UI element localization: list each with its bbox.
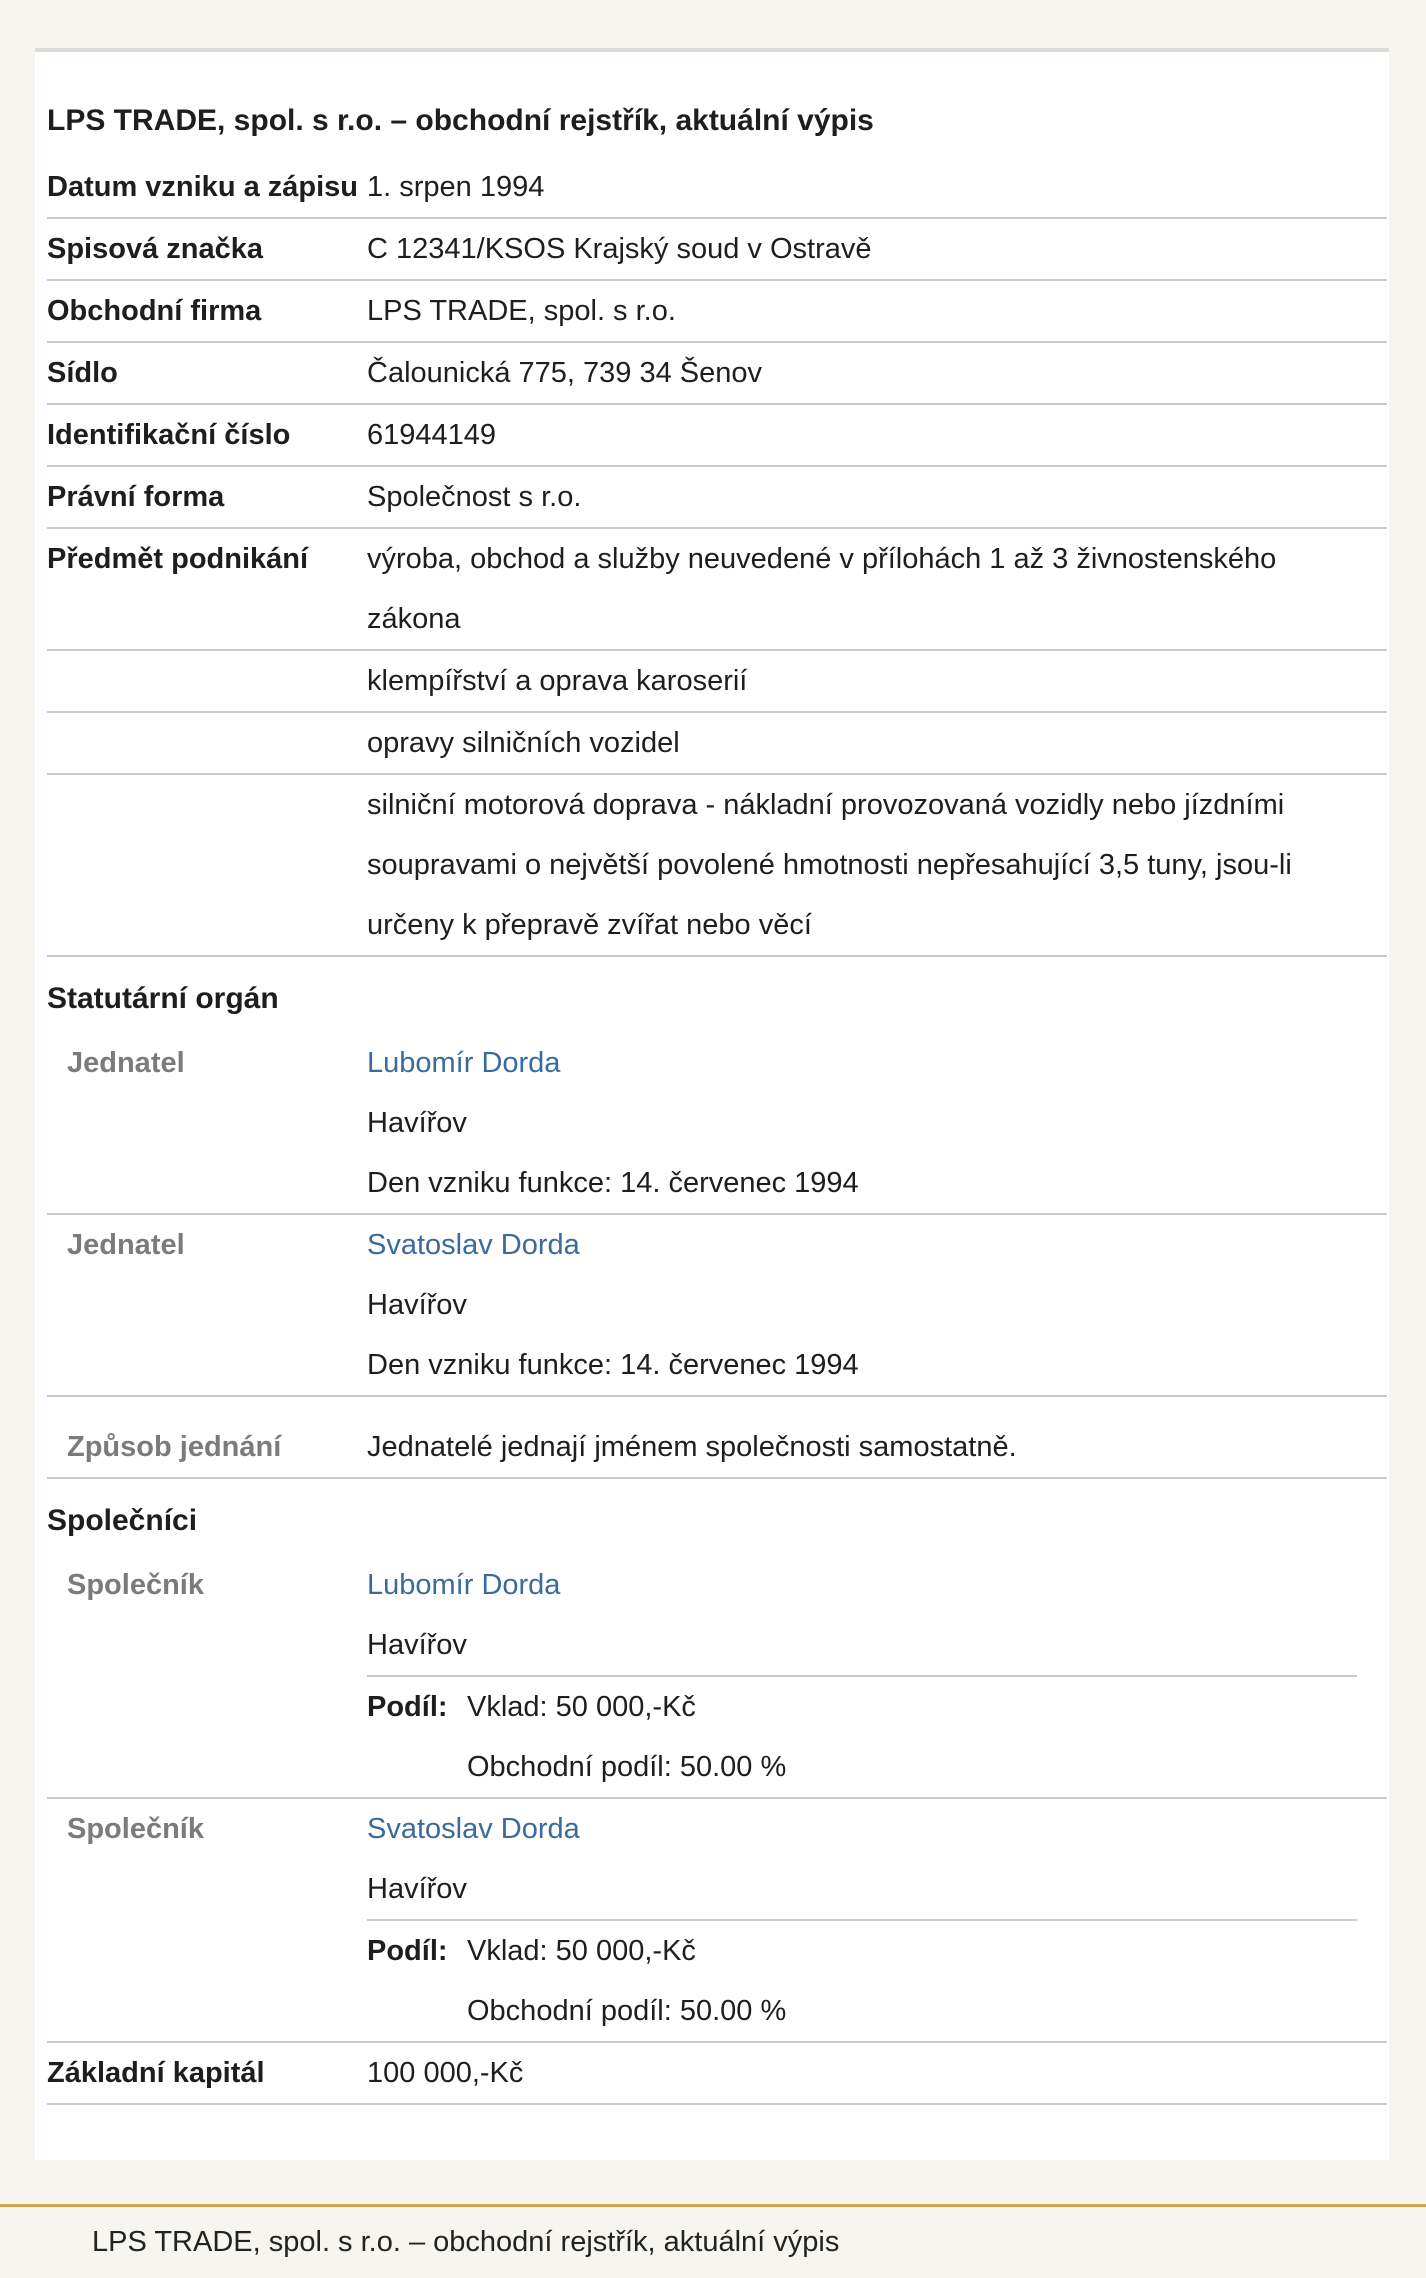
row-predmet-1 [47, 529, 1387, 651]
row-jednatel-2 [47, 1215, 1387, 1397]
label-sidlo: Sídlo [47, 357, 118, 389]
share-percent: Obchodní podíl: 50.00 % [467, 1751, 787, 1783]
row-predmet-4 [47, 775, 1387, 957]
row-zakladni-kapital [47, 2043, 1387, 2105]
value-zpusob-jednani: Jednatelé jednají jménem společnosti samostatně. [367, 1431, 1017, 1463]
function-since: Den vzniku funkce: 14. červenec 1994 [367, 1167, 859, 1199]
value-predmet-item: opravy silničních vozidel [367, 727, 680, 759]
person-city: Havířov [367, 1629, 467, 1661]
row-sidlo [47, 343, 1387, 405]
person-city: Havířov [367, 1289, 467, 1321]
row-predmet-3 [47, 713, 1387, 775]
heading-spolecnici: Společníci [47, 1504, 198, 1537]
value-obchodni-firma: LPS TRADE, spol. s r.o. [367, 295, 676, 327]
row-predmet-2 [47, 651, 1387, 713]
row-pravni-forma [47, 467, 1387, 529]
label-obchodni-firma: Obchodní firma [47, 295, 262, 327]
row-obchodni-firma [47, 281, 1387, 343]
value-ico: 61944149 [367, 419, 497, 451]
footer-divider [0, 2204, 1426, 2207]
label-datum: Datum vzniku a zápisu [47, 171, 359, 203]
row-spolecnik-1 [47, 1555, 1387, 1799]
person-city: Havířov [367, 1107, 467, 1139]
person-link[interactable]: Lubomír Dorda [367, 1569, 561, 1601]
page-title: LPS TRADE, spol. s r.o. – obchodní rejstřík, aktuální výpis [47, 104, 874, 137]
function-since: Den vzniku funkce: 14. červenec 1994 [367, 1349, 859, 1381]
share-block [367, 1919, 1357, 2041]
label-zpusob-jednani: Způsob jednání [67, 1431, 282, 1463]
value-sidlo: Čalounická 775, 739 34 Šenov [367, 357, 763, 389]
label-spolecnik: Společník [67, 1813, 204, 1845]
value-pravni-forma: Společnost s r.o. [367, 481, 582, 513]
share-percent: Obchodní podíl: 50.00 % [467, 1995, 787, 2027]
row-spolecnik-2 [47, 1799, 1387, 2043]
row-ico [47, 405, 1387, 467]
heading-statutarni-organ: Statutární orgán [47, 982, 279, 1015]
share-deposit: Vklad: 50 000,-Kč [467, 1691, 696, 1723]
share-deposit: Vklad: 50 000,-Kč [467, 1935, 696, 1967]
registry-content [47, 97, 1387, 2105]
share-label: Podíl: [367, 1935, 448, 1967]
label-zakladni-kapital: Základní kapitál [47, 2057, 265, 2089]
row-jednatel-1 [47, 1033, 1387, 1215]
row-spisova-znacka [47, 219, 1387, 281]
label-ico: Identifikační číslo [47, 419, 291, 451]
value-zakladni-kapital: 100 000,-Kč [367, 2057, 524, 2089]
label-predmet-podnikani: Předmět podnikání [47, 543, 309, 575]
registry-card [35, 48, 1389, 2160]
value-predmet-item: klempířství a oprava karoserií [367, 665, 748, 697]
person-city: Havířov [367, 1873, 467, 1905]
row-datum [47, 157, 1387, 219]
person-link[interactable]: Svatoslav Dorda [367, 1813, 580, 1845]
person-link[interactable]: Lubomír Dorda [367, 1047, 561, 1079]
footer-text: LPS TRADE, spol. s r.o. – obchodní rejstřík, aktuální výpis [92, 2226, 840, 2258]
label-pravni-forma: Právní forma [47, 481, 225, 513]
share-block [367, 1675, 1357, 1797]
row-zpusob-jednani [47, 1397, 1387, 1479]
label-jednatel: Jednatel [67, 1047, 185, 1079]
value-spisova-znacka: C 12341/KSOS Krajský soud v Ostravě [367, 233, 872, 265]
label-spolecnik: Společník [67, 1569, 204, 1601]
value-datum: 1. srpen 1994 [367, 171, 545, 203]
label-spisova-znacka: Spisová značka [47, 233, 263, 265]
person-link[interactable]: Svatoslav Dorda [367, 1229, 580, 1261]
label-jednatel: Jednatel [67, 1229, 185, 1261]
value-predmet-item: výroba, obchod a služby neuvedené v přílohách 1 až 3 živnostenského zákona [367, 543, 1277, 635]
share-label: Podíl: [367, 1691, 448, 1723]
value-predmet-item: silniční motorová doprava - nákladní provozovaná vozidly nebo jízdními soupravami o největší povolené hmotnosti nepřesahující 3,5 tuny, jsou-li určeny k přepravě zvířat nebo věcí [367, 789, 1292, 941]
